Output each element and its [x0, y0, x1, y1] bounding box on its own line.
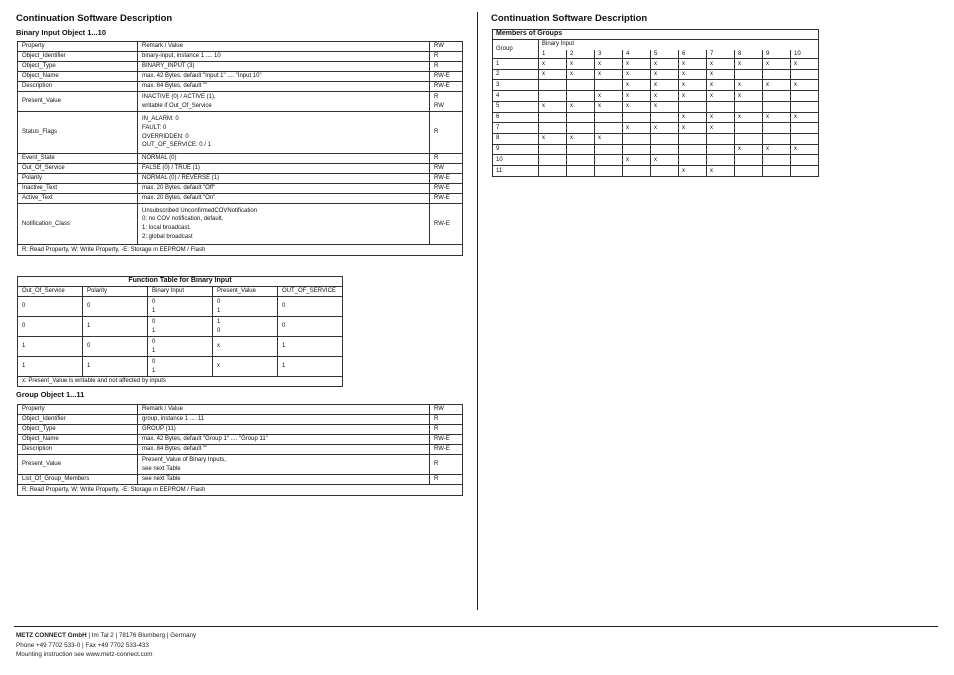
table-row	[18, 92, 463, 112]
group-row	[493, 165, 819, 176]
member-cell: x	[567, 133, 595, 144]
member-cell	[567, 144, 595, 155]
column-number: 3	[595, 50, 623, 59]
table-cell: 0 1	[148, 337, 213, 357]
rw-cell: RW-E	[430, 174, 463, 184]
member-cell: x	[763, 112, 791, 123]
property-cell: Object_Name	[18, 72, 138, 82]
member-cell: x	[791, 112, 819, 123]
table-row	[18, 337, 343, 357]
group-row	[493, 123, 819, 134]
member-cell	[623, 133, 651, 144]
table-row	[18, 82, 463, 92]
member-cell: x	[735, 80, 763, 91]
member-cell	[539, 144, 567, 155]
member-cell: x	[707, 59, 735, 70]
binary-input-label: Binary Input	[539, 40, 819, 50]
remark-value-cell: max. 84 Bytes, default ""	[138, 445, 430, 455]
column-number: 5	[651, 50, 679, 59]
table-header-row	[18, 42, 463, 52]
member-cell: x	[567, 69, 595, 80]
member-cell	[707, 144, 735, 155]
member-cell: x	[735, 91, 763, 102]
group-row	[493, 144, 819, 155]
property-cell: Out_Of_Service	[18, 164, 138, 174]
member-cell	[595, 80, 623, 91]
property-cell: Object_Name	[18, 435, 138, 445]
table-row	[18, 62, 463, 72]
table-cell: x	[213, 357, 278, 377]
rw-cell: RW-E	[430, 184, 463, 194]
remark-value-cell: group, instance 1 .... 11	[138, 415, 430, 425]
member-cell: x	[623, 80, 651, 91]
property-cell: Object_Identifier	[18, 415, 138, 425]
column-header: Polarity	[83, 287, 148, 297]
table-row	[18, 52, 463, 62]
member-cell: x	[763, 59, 791, 70]
group-number: 4	[493, 91, 539, 102]
member-cell: x	[595, 59, 623, 70]
remark-value-cell: Unsubscribed UnconfirmedCOVNotification 0: no COV notification, default, 1: local broadcast, 2: global broadcast	[138, 204, 430, 245]
footer-address-line	[16, 631, 196, 641]
table-row	[18, 184, 463, 194]
table-header-row	[18, 405, 463, 415]
table-cell: 1	[83, 357, 148, 377]
property-cell: Property	[18, 405, 138, 415]
member-cell	[539, 165, 567, 176]
member-cell	[651, 144, 679, 155]
group-number: 2	[493, 69, 539, 80]
property-cell: Status_Flags	[18, 112, 138, 154]
table-cell: 0 1	[148, 357, 213, 377]
footer	[16, 631, 196, 660]
binary-input-table	[17, 41, 463, 256]
property-cell: Active_Text	[18, 194, 138, 204]
column-header: Binary Input	[148, 287, 213, 297]
member-cell	[679, 155, 707, 166]
remark-value-cell: max. 20 Bytes, default "Off"	[138, 184, 430, 194]
member-cell	[567, 155, 595, 166]
rw-cell: RW-E	[430, 435, 463, 445]
member-cell	[679, 101, 707, 112]
table-row	[18, 112, 463, 154]
members-of-groups-table	[492, 29, 819, 177]
rw-cell: RW-E	[430, 72, 463, 82]
table-cell: 0	[278, 317, 343, 337]
group-number: 10	[493, 155, 539, 166]
member-cell	[595, 144, 623, 155]
group-label: Group	[493, 40, 539, 59]
group-row	[493, 59, 819, 70]
member-cell: x	[707, 112, 735, 123]
rw-cell: R	[430, 425, 463, 435]
property-cell: Object_Type	[18, 425, 138, 435]
binary-input-heading: Binary Input Object 1...10	[16, 28, 107, 37]
group-number: 3	[493, 80, 539, 91]
member-cell: x	[651, 69, 679, 80]
group-number: 8	[493, 133, 539, 144]
member-cell	[763, 155, 791, 166]
table-cell: x	[213, 337, 278, 357]
member-cell: x	[679, 59, 707, 70]
member-cell	[735, 101, 763, 112]
member-cell	[651, 133, 679, 144]
property-cell: Present_Value	[18, 92, 138, 112]
member-cell: x	[679, 112, 707, 123]
member-cell	[707, 155, 735, 166]
table-cell: 0 1	[148, 317, 213, 337]
remark-value-cell: NORMAL (0) / REVERSE (1)	[138, 174, 430, 184]
member-cell: x	[791, 80, 819, 91]
rw-cell: R	[430, 475, 463, 485]
member-cell	[595, 155, 623, 166]
member-cell	[763, 69, 791, 80]
member-cell	[763, 165, 791, 176]
property-cell: Event_State	[18, 154, 138, 164]
table-row	[18, 455, 463, 475]
member-cell: x	[567, 101, 595, 112]
group-row	[493, 101, 819, 112]
column-number: 4	[623, 50, 651, 59]
member-cell: x	[651, 80, 679, 91]
table-cell: 1	[83, 317, 148, 337]
member-cell	[791, 69, 819, 80]
group-number: 9	[493, 144, 539, 155]
property-cell: Object_Identifier	[18, 52, 138, 62]
member-cell	[791, 123, 819, 134]
member-cell: x	[539, 59, 567, 70]
remark-value-cell: Remark / Value	[138, 405, 430, 415]
footer-address: | Im Tal 2 | 78176 Blumberg | Germany	[86, 632, 197, 639]
table-row	[18, 435, 463, 445]
remark-value-cell: max. 42 Bytes, default "Input 1" .... "Input 10"	[138, 72, 430, 82]
group-number: 6	[493, 112, 539, 123]
rw-cell: RW	[430, 405, 463, 415]
column-divider	[477, 12, 478, 610]
property-cell: Polarity	[18, 174, 138, 184]
property-cell: Object_Type	[18, 62, 138, 72]
rw-cell: RW-E	[430, 82, 463, 92]
binary-input-label-row	[493, 40, 819, 50]
member-cell: x	[539, 69, 567, 80]
rw-cell: R	[430, 112, 463, 154]
footer-phone: Phone +49 7702 533-0 | Fax +49 7702 533-433	[16, 641, 149, 649]
member-cell	[539, 91, 567, 102]
footer-company: METZ CONNECT GmbH	[16, 632, 87, 639]
member-cell: x	[679, 69, 707, 80]
member-cell	[539, 155, 567, 166]
member-cell	[679, 133, 707, 144]
member-cell	[539, 80, 567, 91]
table-cell: 1	[18, 337, 83, 357]
table-row	[18, 72, 463, 82]
property-cell: Description	[18, 445, 138, 455]
remark-value-cell: Present_Value of Binary Inputs, see next Table	[138, 455, 430, 475]
member-cell	[763, 91, 791, 102]
column-number: 8	[735, 50, 763, 59]
member-cell: x	[623, 59, 651, 70]
member-cell: x	[735, 59, 763, 70]
column-header: Present_Value	[213, 287, 278, 297]
table-cell: 0	[18, 317, 83, 337]
table-cell: 1	[278, 357, 343, 377]
group-number: 11	[493, 165, 539, 176]
member-cell	[679, 144, 707, 155]
table-cell: 0	[278, 297, 343, 317]
member-cell	[623, 112, 651, 123]
property-cell: Notification_Class	[18, 204, 138, 245]
right-page-title: Continuation Software Description	[491, 13, 648, 24]
group-object-heading: Group Object 1...11	[16, 390, 85, 399]
column-number: 7	[707, 50, 735, 59]
remark-value-cell: max. 84 Bytes, default ""	[138, 82, 430, 92]
member-cell	[623, 144, 651, 155]
table-cell: 0	[83, 337, 148, 357]
remark-value-cell: GROUP (11)	[138, 425, 430, 435]
member-cell: x	[623, 155, 651, 166]
member-cell	[651, 112, 679, 123]
table-row	[18, 154, 463, 164]
member-cell	[735, 123, 763, 134]
member-cell: x	[651, 91, 679, 102]
member-cell: x	[595, 91, 623, 102]
table-row	[18, 415, 463, 425]
table-note-row	[18, 485, 463, 496]
member-cell	[539, 123, 567, 134]
member-cell	[567, 165, 595, 176]
member-cell: x	[791, 59, 819, 70]
group-number: 5	[493, 101, 539, 112]
member-cell	[735, 133, 763, 144]
member-cell: x	[595, 69, 623, 80]
column-numbers-row	[493, 50, 819, 59]
table-row	[18, 204, 463, 245]
member-cell: x	[707, 91, 735, 102]
function-table-title: Function Table for Binary Input	[18, 277, 343, 287]
member-cell	[735, 155, 763, 166]
member-cell	[567, 123, 595, 134]
member-cell	[791, 155, 819, 166]
member-cell: x	[651, 101, 679, 112]
member-cell	[595, 112, 623, 123]
property-cell: Description	[18, 82, 138, 92]
group-row	[493, 155, 819, 166]
member-cell: x	[707, 80, 735, 91]
member-cell	[707, 101, 735, 112]
group-object-table	[17, 404, 463, 496]
table-row	[18, 164, 463, 174]
rw-cell: R	[430, 455, 463, 475]
rw-cell: R	[430, 415, 463, 425]
member-cell	[595, 165, 623, 176]
member-cell	[763, 123, 791, 134]
member-cell: x	[735, 144, 763, 155]
table-cell: 1	[278, 337, 343, 357]
table-note-row	[18, 245, 463, 256]
rw-cell: RW	[430, 42, 463, 52]
member-cell: x	[763, 144, 791, 155]
member-cell: x	[651, 59, 679, 70]
member-cell	[735, 165, 763, 176]
table-row	[18, 317, 343, 337]
member-cell: x	[623, 91, 651, 102]
remark-value-cell: NORMAL (0)	[138, 154, 430, 164]
left-page-title: Continuation Software Description	[16, 13, 173, 24]
member-cell: x	[679, 91, 707, 102]
footer-mounting: Mounting instruction see www.metz-connect.com	[16, 651, 153, 659]
member-cell	[735, 69, 763, 80]
column-number: 1	[539, 50, 567, 59]
table-cell: 0	[18, 297, 83, 317]
member-cell	[707, 133, 735, 144]
member-cell: x	[623, 123, 651, 134]
rw-cell: R RW	[430, 92, 463, 112]
member-cell: x	[623, 69, 651, 80]
member-cell: x	[595, 101, 623, 112]
member-cell	[567, 112, 595, 123]
table-row	[18, 475, 463, 485]
table-cell: 1	[18, 357, 83, 377]
member-cell: x	[679, 165, 707, 176]
table-cell: 0	[83, 297, 148, 317]
member-cell: x	[707, 165, 735, 176]
remark-value-cell: max. 42 Bytes, default "Group 1" .... "Group 11"	[138, 435, 430, 445]
remark-value-cell: see next Table	[138, 475, 430, 485]
table-note: R: Read Property, W: Write Property, -E: Storage in EEPROM / Flash	[18, 245, 463, 256]
property-cell: Present_Value	[18, 455, 138, 475]
table-row	[18, 425, 463, 435]
rw-cell: R	[430, 52, 463, 62]
member-cell	[539, 112, 567, 123]
member-cell	[567, 91, 595, 102]
member-cell	[763, 133, 791, 144]
group-number: 7	[493, 123, 539, 134]
remark-value-cell: BINARY_INPUT (3)	[138, 62, 430, 72]
member-cell: x	[539, 133, 567, 144]
group-row	[493, 91, 819, 102]
table-note: x: Present_Value is writable and not affected by inputs	[18, 377, 343, 387]
member-cell: x	[651, 155, 679, 166]
member-cell: x	[539, 101, 567, 112]
member-cell: x	[567, 59, 595, 70]
function-table	[17, 276, 343, 387]
footer-divider	[14, 626, 938, 627]
rw-cell: R	[430, 154, 463, 164]
function-table-wrap	[17, 276, 342, 387]
column-number: 9	[763, 50, 791, 59]
column-number: 6	[679, 50, 707, 59]
property-cell: Property	[18, 42, 138, 52]
member-cell	[791, 133, 819, 144]
member-cell: x	[623, 101, 651, 112]
member-cell: x	[763, 80, 791, 91]
column-number: 2	[567, 50, 595, 59]
table-row	[18, 194, 463, 204]
group-row	[493, 80, 819, 91]
rw-cell: RW-E	[430, 445, 463, 455]
member-cell: x	[707, 69, 735, 80]
rw-cell: RW-E	[430, 204, 463, 245]
group-number: 1	[493, 59, 539, 70]
member-cell	[791, 101, 819, 112]
member-cell: x	[791, 144, 819, 155]
member-cell: x	[707, 123, 735, 134]
member-cell	[791, 91, 819, 102]
table-cell: 0 1	[148, 297, 213, 317]
remark-value-cell: max. 20 Bytes, default "On"	[138, 194, 430, 204]
member-cell	[763, 101, 791, 112]
member-cell	[595, 123, 623, 134]
member-cell	[567, 80, 595, 91]
rw-cell: R	[430, 62, 463, 72]
table-row	[18, 174, 463, 184]
remark-value-cell: INACTIVE (0) / ACTIVE (1), writable if Out_Of_Service	[138, 92, 430, 112]
column-header: Out_Of_Service	[18, 287, 83, 297]
column-header: OUT_OF_SERVICE	[278, 287, 343, 297]
member-cell	[791, 165, 819, 176]
table-cell: 0 1	[213, 297, 278, 317]
group-row	[493, 69, 819, 80]
table-row	[18, 445, 463, 455]
member-cell: x	[679, 80, 707, 91]
remark-value-cell: binary-input, instance 1 .... 10	[138, 52, 430, 62]
group-row	[493, 133, 819, 144]
member-cell: x	[651, 123, 679, 134]
remark-value-cell: IN_ALARM: 0 FAULT: 0 OVERRIDDEN: 0 OUT_OF_SERVICE: 0 / 1	[138, 112, 430, 154]
member-cell	[651, 165, 679, 176]
table-note-row	[18, 377, 343, 387]
table-row	[18, 357, 343, 377]
property-cell: Inactive_Text	[18, 184, 138, 194]
table-note: R: Read Property, W: Write Property, -E: Storage in EEPROM / Flash	[18, 485, 463, 496]
property-cell: List_Of_Group_Members	[18, 475, 138, 485]
member-cell: x	[679, 123, 707, 134]
table-cell: 1 0	[213, 317, 278, 337]
members-title-row	[493, 30, 819, 40]
column-number: 10	[791, 50, 819, 59]
table-row	[18, 297, 343, 317]
members-table-title: Members of Groups	[493, 30, 819, 40]
table-header-row	[18, 287, 343, 297]
remark-value-cell: FALSE (0) / TRUE (1)	[138, 164, 430, 174]
member-cell: x	[595, 133, 623, 144]
rw-cell: RW	[430, 164, 463, 174]
remark-value-cell: Remark / Value	[138, 42, 430, 52]
function-table-title-row	[18, 277, 343, 287]
rw-cell: RW-E	[430, 194, 463, 204]
member-cell: x	[735, 112, 763, 123]
group-row	[493, 112, 819, 123]
member-cell	[623, 165, 651, 176]
